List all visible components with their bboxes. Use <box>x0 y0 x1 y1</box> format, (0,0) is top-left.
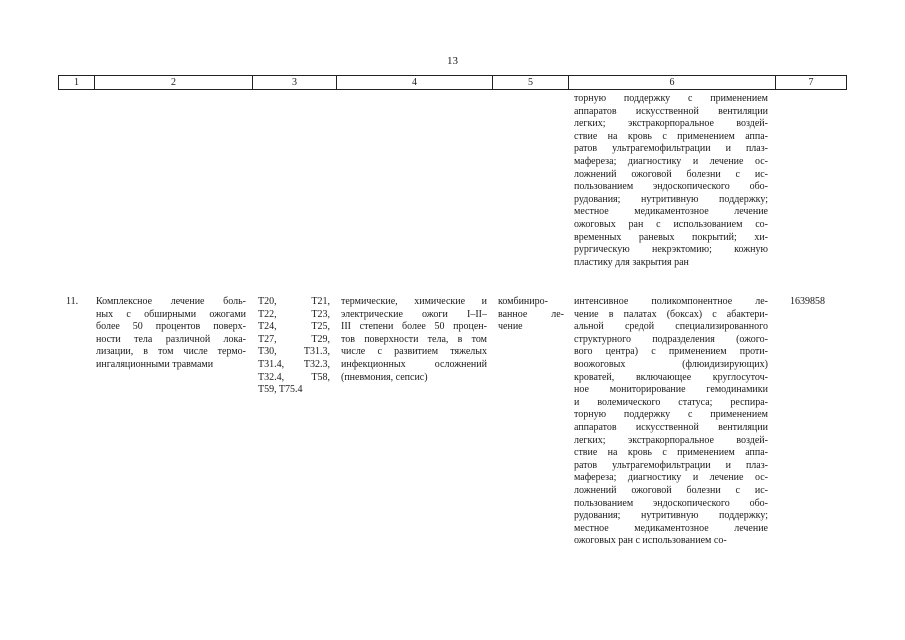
treatment-method-line: воожоговых (флюидизирующих) <box>574 358 768 370</box>
treatment-method-line: чение в палатах (боксах) с абактери- <box>574 308 768 320</box>
treatment-method-line: ное мониторирование гемодинамики <box>574 384 768 396</box>
continuation-line: легких; экстракорпоральное воздей- <box>574 118 768 130</box>
diagnosis-code: T32.3, <box>303 358 330 370</box>
treatment-method-line: структурного подразделения (ожого- <box>574 333 768 345</box>
diagnosis-code: T20, <box>258 296 277 307</box>
patient-model-line: III степени более 50 процен- <box>341 321 487 333</box>
diagnosis-codes <box>258 296 330 397</box>
patient-model-line: термические, химические и <box>341 296 487 307</box>
diagnosis-code: T32.4, <box>258 371 285 383</box>
continuation-line: рургическую некрэктомию; кожную <box>574 244 768 256</box>
treatment-method-line: местное медикаментозное лечение <box>574 522 768 534</box>
continuation-line: ожоговых ран с использованием со- <box>574 218 768 230</box>
diagnosis-code-line <box>258 384 330 397</box>
treatment-method-line: кроватей, включающее круглосуточ- <box>574 371 768 383</box>
service-name-line: ных с обширными ожогами <box>96 308 246 320</box>
continuation-line: пользованием эндоскопического обо- <box>574 181 768 193</box>
patient-model-line: инфекционных осложнений <box>341 358 487 370</box>
diagnosis-code: T24, <box>258 321 277 333</box>
diagnosis-code-line <box>258 346 330 359</box>
diagnosis-code-line <box>258 334 330 347</box>
row-number: 11. <box>66 296 79 307</box>
diagnosis-code: T23, <box>311 308 330 320</box>
service-name-line: Комплексное лечение боль- <box>96 296 246 307</box>
diagnosis-code: T31.4, <box>258 358 285 370</box>
diagnosis-code: T22, <box>258 308 277 320</box>
diagnosis-code: T21, <box>311 296 330 307</box>
page-number: 13 <box>447 55 458 67</box>
header-col-2: 2 <box>94 76 252 89</box>
diagnosis-code: T27, <box>258 333 277 345</box>
treatment-method-line: ожоговых ран с использованием со- <box>574 535 727 547</box>
continuation-line: аппаратов искусственной вентиляции <box>574 105 768 117</box>
treatment-method-line: торную поддержку с применением <box>574 409 768 421</box>
continuation-line: ложнений ожоговой болезни с ис- <box>574 168 768 180</box>
table-header-row <box>58 75 847 90</box>
diagnosis-code: T29, <box>311 333 330 345</box>
diagnosis-code-line <box>258 359 330 372</box>
treatment-method-line: вого центра) с применением проти- <box>574 346 768 358</box>
patient-model <box>341 296 487 384</box>
treatment-method-line: мафереза; диагностику и лечение ос- <box>574 472 768 484</box>
treatment-type-line: комбиниро- <box>498 296 548 307</box>
continuation-line: местное медикаментозное лечение <box>574 206 768 218</box>
treatment-method <box>574 296 768 548</box>
treatment-method-line: пользованием эндоскопического обо- <box>574 497 768 509</box>
treatment-method-line: ствие на кровь с применением аппа- <box>574 447 768 459</box>
header-col-4: 4 <box>336 76 492 89</box>
continuation-line: ствие на кровь с применением аппа- <box>574 130 768 142</box>
treatment-method-line: интенсивное поликомпонентное ле- <box>574 296 768 307</box>
treatment-method-line: альной средой специализированного <box>574 321 768 333</box>
diagnosis-code-line <box>258 296 330 309</box>
patient-model-line: числе с развитием тяжелых <box>341 346 487 358</box>
header-col-6: 6 <box>568 76 775 89</box>
patient-model-line: электрические ожоги I–II– <box>341 308 487 320</box>
patient-model-line: (пневмония, сепсис) <box>341 371 428 383</box>
service-name-line: лизации, в том числе термо- <box>96 346 246 358</box>
continuation-line: ратов ультрагемофильтрации и плаз- <box>574 143 768 155</box>
diagnosis-code: T58, <box>311 371 330 383</box>
continuation-line: временных раневых покрытий; хи- <box>574 231 768 243</box>
service-name <box>96 296 246 372</box>
continuation-line: мафереза; диагностику и лечение ос- <box>574 155 768 167</box>
patient-model-line: тов поверхности тела, в том <box>341 333 487 345</box>
continuation-line: рудования; нутритивную поддержку; <box>574 193 768 205</box>
diagnosis-code: T25, <box>311 321 330 333</box>
treatment-method-line: рудования; нутритивную поддержку; <box>574 510 768 522</box>
continuation-line: пластику для закрытия ран <box>574 256 689 268</box>
price-value: 1639858 <box>790 296 825 307</box>
header-col-5: 5 <box>492 76 568 89</box>
diagnosis-code: T31.3, <box>303 346 330 358</box>
treatment-method-line: легких; экстракорпоральное воздей- <box>574 434 768 446</box>
header-col-7: 7 <box>775 76 847 89</box>
treatment-method-line: и волемического статуса; респира- <box>574 396 768 408</box>
treatment-type-line: ванное ле- <box>498 308 564 320</box>
header-col-3: 3 <box>252 76 336 89</box>
diagnosis-code: T59, T75.4 <box>258 384 303 396</box>
treatment-type-line: чение <box>498 321 523 333</box>
service-name-line: ности тела различной лока- <box>96 333 246 345</box>
diagnosis-code-line <box>258 321 330 334</box>
continuation-method-text <box>574 93 768 269</box>
diagnosis-code-line <box>258 372 330 385</box>
service-name-line: ингаляционными травмами <box>96 358 214 370</box>
continuation-line: торную поддержку с применением <box>574 93 768 104</box>
treatment-method-line: аппаратов искусственной вентиляции <box>574 421 768 433</box>
diagnosis-code-line <box>258 309 330 322</box>
diagnosis-code: T30, <box>258 346 277 358</box>
treatment-method-line: ратов ультрагемофильтрации и плаз- <box>574 459 768 471</box>
header-col-1: 1 <box>58 76 94 89</box>
service-name-line: более 50 процентов поверх- <box>96 321 246 333</box>
treatment-type <box>498 296 564 334</box>
treatment-method-line: ложнений ожоговой болезни с ис- <box>574 484 768 496</box>
